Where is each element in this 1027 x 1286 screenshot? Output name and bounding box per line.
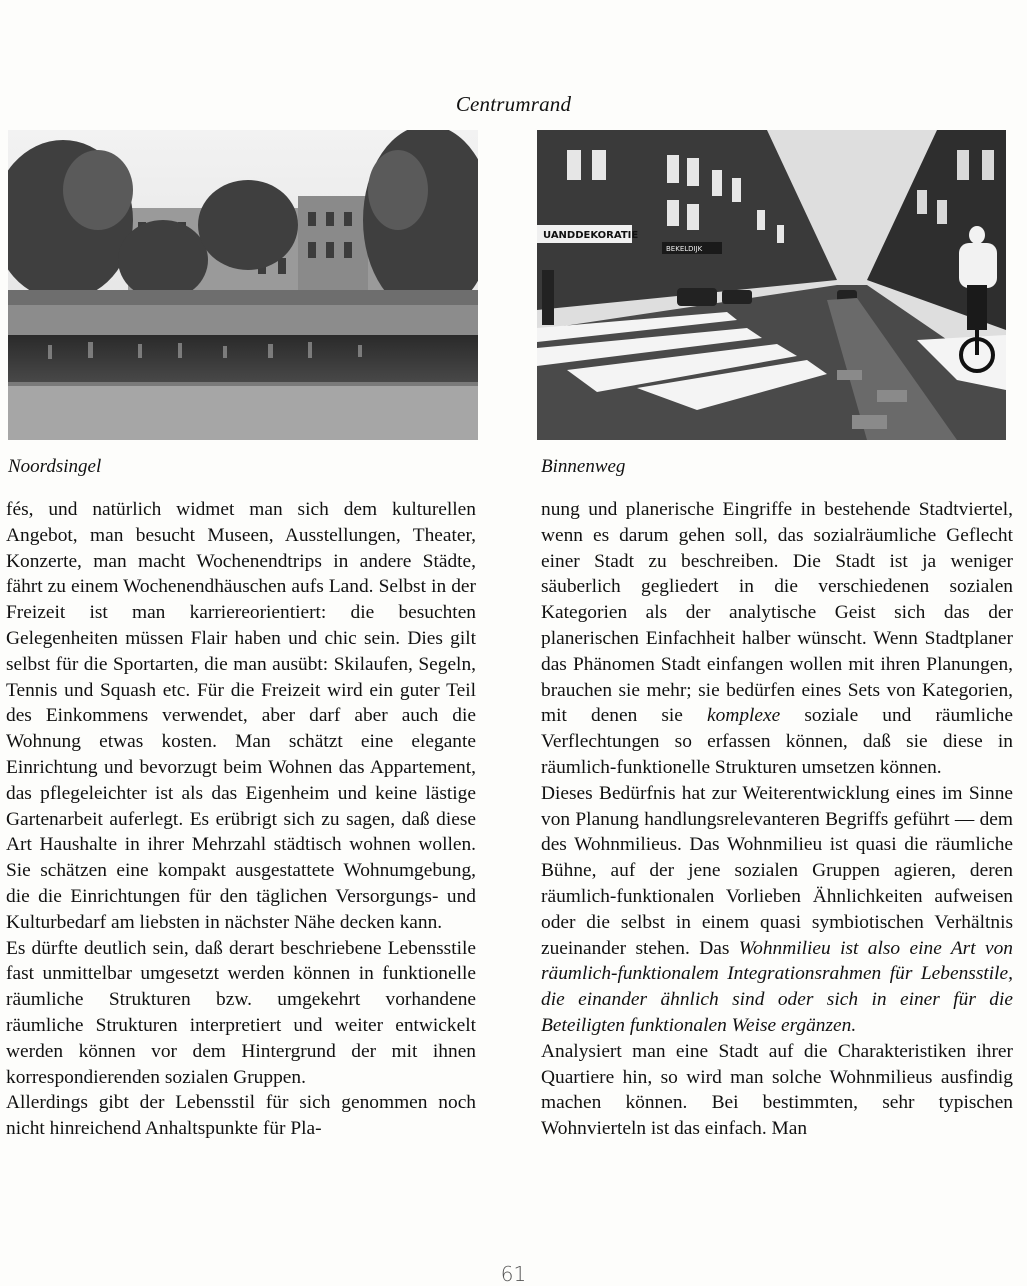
paragraph: fés, und natürlich widmet man sich dem kulturellen Angebot, man besucht Museen, Ausstellungen, Theater, Konzerte, man macht Wochenendtrips in andere Städte, fährt zu einem Wochenendhäuschen aufs Land. Selbst in der Freizeit ist man karriereorientiert: die besuchten Gelegenheiten müssen Flair haben und chic sein. Dies gilt selbst für die Sportarten, die man ausübt: Skilaufen, Segeln, Tennis und Squash etc. Für die Freizeit wird ein guter Teil des Einkommens verwendet, aber darf aber auch die Wohnung etwas kosten. Man schätzt eine elegante Einrichtung und bevorzugt beim Wohnen das Appartement, das pflegeleichter ist als das Eigenheim und keine lästige Gartenarbeit auferlegt. Es erübrigt sich zu sagen, daß diese Art Haushalte in ihrer Mehrzahl städtisch wohnen wollen. Sie schätzen eine kompakt ausgestattete Wohnumgebung, die die Einrichtungen für den täglichen Versorgungs- und Kulturbedarf am liebsten in nächster Nähe decken kann. — [6, 499, 476, 933]
paragraph: Allerdings gibt der Lebensstil für sich genommen noch nicht hinreichend Anhaltspunkte für Pla- — [6, 1092, 476, 1140]
paragraph-text: soziale und räumliche Verflechtungen so erfassen können, daß sie diese in räumlich-funktionelle Strukturen umsetzen können. — [541, 705, 1013, 778]
emphasis-text: komplexe — [707, 705, 781, 727]
paragraph: Analysiert man eine Stadt auf die Charakteristiken ihrer Quartiere hin, so wird man solche Wohnmilieus ausfindig machen können. Bei bestimmten, sehr typischen Wohnvierteln ist das einfach. Man — [541, 1040, 1013, 1140]
page-number: 61 — [500, 1262, 527, 1286]
street-scene-image — [537, 130, 1006, 440]
photo-caption-left: Noordsingel — [8, 456, 102, 477]
photo-caption-right: Binnenweg — [541, 456, 626, 477]
shop-sign-bekeldijk: BEKELDIJK — [666, 245, 703, 253]
paragraph-text: Dieses Bedürfnis hat zur Weiterentwicklung eines im Sinne von Planung handlungsrelevanteren Begriffs geführt — dem des Wohnmilieus. Das Wohnmilieu ist quasi die räumliche Bühne, auf der jene sozialen Gruppen agieren, deren räumlich-funktionalen Vorlieben Ähnlichkeiten aufweisen oder die selbst in einem quasi symbiotischen Verhältnis zueinander stehen. Das — [541, 782, 1013, 959]
text-column-left — [6, 497, 476, 1142]
shop-sign-dekoratie: UANDDEKORATIE — [543, 230, 639, 241]
running-title: Centrumrand — [455, 92, 572, 116]
paragraph — [541, 781, 1013, 1039]
paragraph — [541, 497, 1013, 781]
photo-noordsingel — [8, 130, 478, 440]
photo-binnenweg — [537, 130, 1006, 440]
emphasis-text: Wohnmilieu ist also eine Art von räumlich-funktionalem Integrationsrahmen für Lebensstile, die einander ähnlich sind oder sich in einer für die Beteiligten funktionalen Weise ergänzen. — [541, 937, 1013, 1036]
paragraph-text: nung und planerische Eingriffe in bestehende Stadtviertel, wenn es darum gehen soll, das sozialräumliche Geflecht einer Stadt zu beschreiben. Die Stadt ist ja weniger säuberlich gegliedert in die verschiedenen sozialen Kategorien als der analytische Geist sich das der planerischen Einfachheit halber wünscht. Wenn Stadtplaner das Phänomen Stadt einfangen wollen mit ihren Planungen, brauchen sie mehr; sie bedürfen eines Sets von Kategorien, mit denen sie — [541, 499, 1013, 727]
paragraph: Es dürfte deutlich sein, daß derart beschriebene Lebensstile fast unmittelbar umgesetzt werden können in funktionelle räumliche Strukturen bzw. umgekehrt vorhandene räumliche Strukturen interpretiert und weiter entwickelt werden können vor dem Hintergrund der mit ihnen korrespondierenden sozialen Gruppen. — [6, 937, 476, 1088]
text-column-right — [541, 497, 1013, 1142]
canal-park-image — [8, 130, 478, 440]
